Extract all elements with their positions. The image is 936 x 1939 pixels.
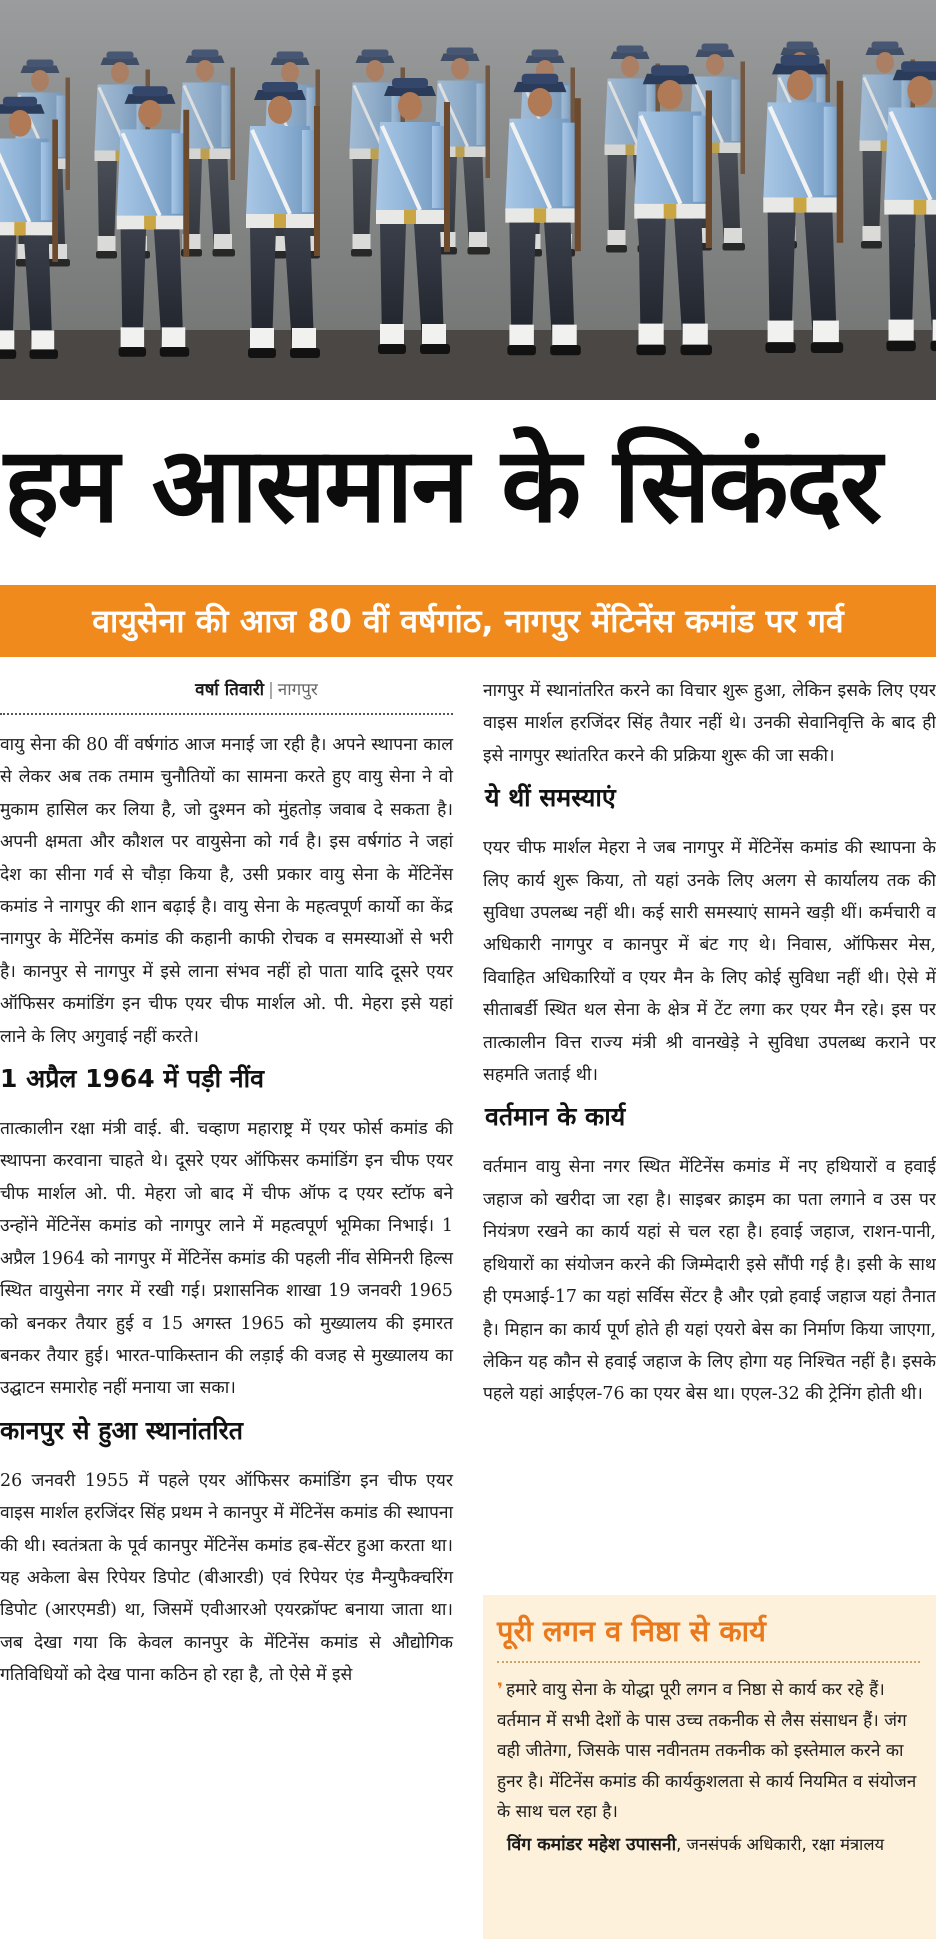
- byline-author: वर्षा तिवारी: [195, 680, 265, 700]
- continued-paragraph: नागपुर में स्थानांतरित करने का विचार शुरू हुआ, लेकिन इसके लिए एयर वाइस मार्शल हरजिंदर सिंह तैयार नहीं थे। उनकी सेवानिवृत्ति के बाद ही इसे नागपुर स्थांतरित करने की प्रक्रिया शुरू की जा सकी।: [483, 681, 936, 766]
- section-heading-current-work: वर्तमान के कार्य: [485, 1102, 626, 1132]
- marching-cadets-illustration: [0, 0, 936, 400]
- quote-box: [483, 1595, 936, 1939]
- quote-attribution: [497, 1830, 920, 1860]
- byline-separator: |: [268, 680, 274, 700]
- quote-author-name: विंग कमांडर महेश उपासनी: [507, 1834, 677, 1855]
- byline-place: नागपुर: [277, 680, 318, 700]
- quote-mark-icon: ❜: [497, 1680, 503, 1700]
- article-right-column: [483, 675, 936, 1419]
- subheadline-banner: वायुसेना की आज 80 वीं वर्षगांठ, नागपुर मेंटिनेंस कमांड पर गर्व: [0, 585, 936, 657]
- quote-author-role: , जनसंपर्क अधिकारी, रक्षा मंत्रालय: [676, 1834, 885, 1854]
- article-left-column: [0, 675, 453, 1700]
- quote-title: पूरी लगन व निष्ठा से कार्य: [497, 1609, 920, 1663]
- quote-body: [497, 1675, 920, 1828]
- transfer-paragraph: 26 जनवरी 1955 में पहले एयर ऑफिसर कमांडिंग इन चीफ एयर वाइस मार्शल हरजिंदर सिंह प्रथम ने कानपुर में मेंटिनेंस कमांड की स्थापना की थी। स्वतंत्रता के पूर्व कानपुर मेंटिनेंस कमांड हब-सेंटर हुआ करता था। यह अकेला बेस रिपेयर डिपोट (बीआरडी) एवं रिपेयर एंड मैन्युफैक्चरिंग डिपोट (आरएमडी) था, जिसमें एवीआरओ एयरक्रॉफ्ट बनाया जाता था। जब देखा गया कि केवल कानपुर के मेंटिनेंस कमांड से औद्योगिक गतिविधियों को देख पाना कठिन हो रहा है, तो ऐसे में इसे: [0, 1470, 453, 1686]
- problems-paragraph: एयर चीफ मार्शल मेहरा ने जब नागपुर में मेंटिनेंस कमांड की स्थापना के लिए कार्य शुरू किया, तो यहां उनके लिए अलग से कार्यालय तक की सुविधा उपलब्ध नहीं थी। कई सारी समस्याएं सामने खड़ी थीं। कर्मचारी व अधिकारी नागपुर व कानपुर में बंट गए थे। निवास, ऑफिसर मेस, विवाहित अधिकारियों व एयर मैन के लिए कोई सुविधा नहीं थी। ऐसे में सीताबर्डी स्थित थल सेना के क्षेत्र में टेंट लगा कर एयर मैन रहे। इस पर तात्कालीन वित्त राज्य मंत्री श्री वानखेड़े ने सुविधा उपलब्ध कराने पर सहमति जताई थी।: [483, 838, 936, 1086]
- foundation-paragraph: तात्कालीन रक्षा मंत्री वाई. बी. चव्हाण महाराष्ट्र में एयर फोर्स कमांड की स्थापना करवाना चाहते थे। दूसरे एयर ऑफिसर कमांडिंग इन चीफ एयर चीफ मार्शल ओ. पी. मेहरा जो बाद में चीफ ऑफ द एयर स्टॉफ बने उन्होंने मेंटिनेंस कमांड को नागपुर लाने में महत्वपूर्ण भूमिका निभाई। 1 अप्रैल 1964 को नागपुर में मेंटिनेंस कमांड की पहली नींव सेमिनरी हिल्स स्थित वायुसेना नगर में रखी गई। प्रशासनिक शाखा 19 जनवरी 1965 को बनकर तैयार हुई व 15 अगस्त 1965 को मुख्यालय की इमारत बनकर तैयार हुई। भारत-पाकिस्तान की लड़ाई की वजह से मुख्यालय का उद्घाटन समारोह नहीं मनाया जा सका।: [0, 1119, 453, 1399]
- byline: [0, 675, 453, 715]
- headline: हम आसमान के सिकंदर: [4, 424, 881, 546]
- parade-photo: [0, 0, 936, 400]
- section-heading-problems: ये थीं समस्याएं: [485, 783, 616, 813]
- quote-text: हमारे वायु सेना के योद्धा पूरी लगन व निष्ठा से कार्य कर रहे हैं। वर्तमान में सभी देशों के पास उच्च तकनीक से लैस संसाधन हैं। जंग वही जीतेगा, जिसके पास नवीनतम तकनीक को इस्तेमाल करने का हुनर है। मेंटिनेंस कमांड की कार्यकुशलता से कार्य नियमित व संयोजन के साथ चल रहा है।: [497, 1680, 917, 1822]
- section-heading-transfer: कानपुर से हुआ स्थानांतरित: [0, 1415, 244, 1445]
- intro-paragraph: वायु सेना की 80 वीं वर्षगांठ आज मनाई जा रही है। अपने स्थापना काल से लेकर अब तक तमाम चुनौतियों का सामना करते हुए वायु सेना ने वो मुकाम हासिल कर लिया है, जो दुश्मन को मुंहतोड़ जवाब दे सकता है। अपनी क्षमता और कौशल पर वायुसेना को गर्व है। इस वर्षगांठ ने जहां देश का सीना गर्व से चौड़ा किया है, उसी प्रकार वायु सेना के मेंटिनेंस कमांड ने नागपुर की शान बढ़ाई है। वायु सेना के महत्वपूर्ण कार्यो का केंद्र नागपुर के मेंटिनेंस कमांड की कहानी काफी रोचक व समस्याओं से भरी है। कानपुर से नागपुर में इसे लाना संभव नहीं हो पाता यादि दूसरे एयर ऑफिसर कमांडिंग इन चीफ एयर चीफ मार्शल ओ. पी. मेहरा इसे यहां लाने के लिए अगुवाई नहीं करते।: [0, 735, 453, 1047]
- section-heading-foundation: 1 अप्रैल 1964 में पड़ी नींव: [0, 1064, 265, 1094]
- current-work-paragraph: वर्तमान वायु सेना नगर स्थित मेंटिनेंस कमांड में नए हथियारों व हवाई जहाज को खरीदा जा रहा है। साइबर क्राइम का पता लगाने व उस पर नियंत्रण रखने का कार्य यहां से चल रहा है। हवाई जहाज, राशन-पानी, हथियारों का संयोजन करने की जिम्मेदारी इसे सौंपी गई है। इसी के साथ ही एमआई-17 का यहां सर्विस सेंटर है और एव्रो हवाई जहाज यहां तैनात है। मिहान का कार्य पूर्ण होते ही यहां एयरो बेस का निर्माण किया जाएगा, लेकिन यह कौन से हवाई जहाज के लिए होगा यह निश्चित नहीं है। इसके पहले यहां आईएल-76 का एयर बेस था। एएल-32 की ट्रेनिंग होती थी।: [483, 1157, 936, 1405]
